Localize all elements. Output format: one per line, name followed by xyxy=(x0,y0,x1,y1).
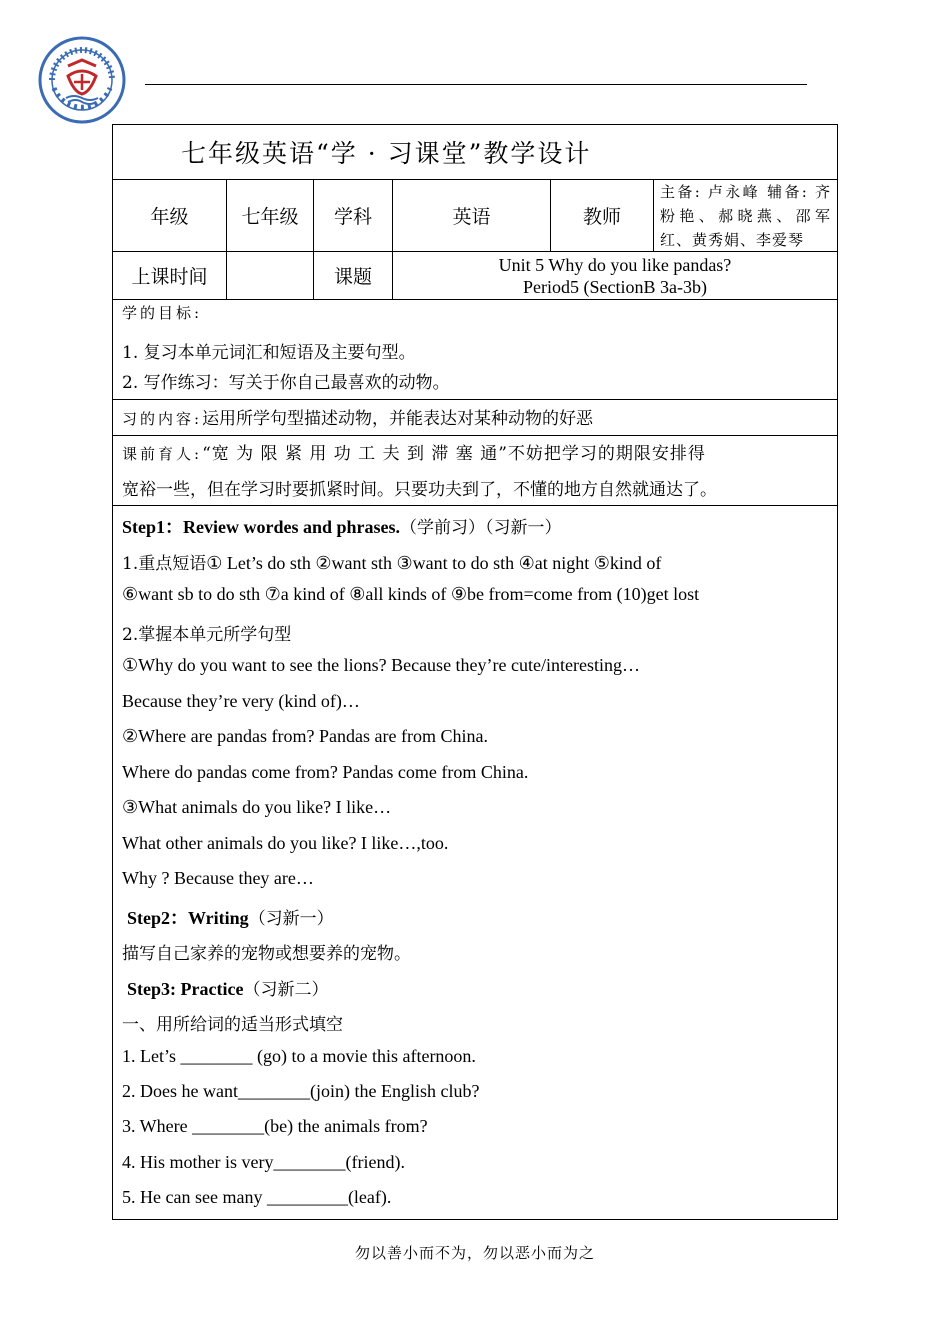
step1-note: （学前习）（习新一） xyxy=(400,518,562,538)
step3-subtitle: 一、用所给词的适当形式填空 xyxy=(122,1015,343,1035)
grade-value: 七年级 xyxy=(227,180,314,251)
step3-title: Step3: Practice xyxy=(127,979,244,999)
content-body: 运用所学句型描述动物，并能表达对某种动物的好恶 xyxy=(202,409,594,429)
sentence-2: Because they’re very (kind of)… xyxy=(122,691,360,711)
tip-text-1: “宽 为 限 紧 用 功 工 夫 到 滞 塞 通”不妨把学习的期限安排得 xyxy=(202,444,706,464)
school-logo xyxy=(38,36,126,124)
content-label: 习的内容: xyxy=(122,410,203,428)
phrases-text-1: ① Let’s do sth ②want sth ③want to do sth ④at night ⑤kind of xyxy=(206,553,662,573)
question-1: 1. Let’s ________ (go) to a movie this afternoon. xyxy=(122,1046,476,1066)
goal-item-2: 2. 写作练习：写关于你自己最喜欢的动物。 xyxy=(122,373,450,393)
grade-label: 年级 xyxy=(113,180,227,251)
sentences-title: 2.掌握本单元所学句型 xyxy=(122,625,292,645)
class-time-label: 上课时间 xyxy=(113,252,227,299)
lesson-plan-table xyxy=(112,124,838,1220)
subject-label: 学科 xyxy=(314,180,393,251)
tip-line-2: 宽裕一些，但在学习时要抓紧时间。只要功夫到了，不懂的地方自然就通达了。 xyxy=(122,480,717,500)
step3-heading xyxy=(127,975,328,1000)
content-row xyxy=(113,400,837,436)
goals-label: 学的目标: xyxy=(122,304,203,322)
subject-value: 英语 xyxy=(393,180,551,251)
topic-label: 课题 xyxy=(314,252,393,299)
topic-line-1: Unit 5 Why do you like pandas? xyxy=(498,254,732,275)
sentence-5: ③What animals do you like? I like… xyxy=(122,797,392,817)
phrases-line-1 xyxy=(122,549,661,574)
sentence-4: Where do pandas come from? Pandas come from China. xyxy=(122,762,529,782)
content-text xyxy=(122,404,593,429)
sentence-6: What other animals do you like? I like…,too. xyxy=(122,833,449,853)
tip-row xyxy=(113,436,837,506)
sentence-3: ②Where are pandas from? Pandas are from China. xyxy=(122,726,488,746)
question-3: 3. Where ________(be) the animals from? xyxy=(122,1116,428,1136)
question-4: 4. His mother is very________(friend). xyxy=(122,1152,405,1172)
footer-motto: 勿以善小而不为，勿以恶小而为之 xyxy=(354,1244,595,1262)
step3-note: （习新二） xyxy=(243,980,329,1000)
title-row xyxy=(113,125,837,180)
step2-title: Step2：Writing xyxy=(127,908,249,928)
info-row-2 xyxy=(113,252,837,300)
step1-heading xyxy=(122,513,562,539)
step2-heading xyxy=(127,904,334,930)
tip-line-1 xyxy=(122,439,706,464)
info-row-1 xyxy=(113,180,837,252)
teacher-label: 教师 xyxy=(551,180,654,251)
sentence-7: Why ? Because they are… xyxy=(122,868,314,888)
class-time-value xyxy=(227,252,314,299)
step1-title: Step1：Review wordes and phrases. xyxy=(122,517,401,537)
topic-line-2: Period5 (SectionB 3a-3b) xyxy=(523,276,707,297)
phrases-line-2: ⑥want sb to do sth ⑦a kind of ⑧all kinds of ⑨be from=come from (10)get lost xyxy=(122,584,700,604)
tip-label: 课前育人: xyxy=(122,445,203,463)
question-5: 5. He can see many _________(leaf). xyxy=(122,1187,392,1207)
step2-text: 描写自己家养的宠物或想要养的宠物。 xyxy=(122,944,411,964)
goal-item-1: 1. 复习本单元词汇和短语及主要句型。 xyxy=(122,343,416,363)
step2-note: （习新一） xyxy=(248,909,334,929)
goals-row xyxy=(113,300,837,400)
phrases-title: 1.重点短语 xyxy=(122,554,207,574)
teacher-value: 主备: 卢永峰 辅备: 齐粉艳、郝晓燕、邵军红、黄秀娟、李爱琴 xyxy=(660,183,831,249)
page-title: 七年级英语“学 · 习课堂”教学设计 xyxy=(181,139,592,168)
header-rule xyxy=(145,84,807,85)
question-2: 2. Does he want________(join) the English club? xyxy=(122,1081,480,1101)
sentence-1: ①Why do you want to see the lions? Because they’re cute/interesting… xyxy=(122,655,640,675)
topic-value xyxy=(393,252,837,299)
